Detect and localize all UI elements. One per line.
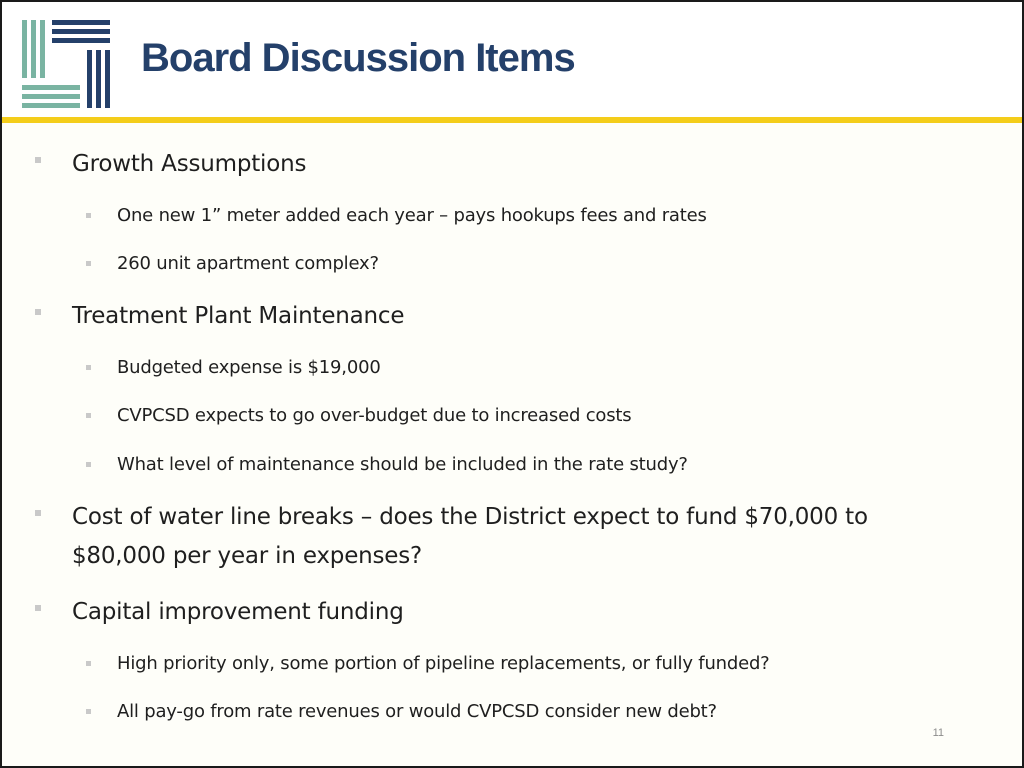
square-bullet-icon: [86, 413, 91, 418]
square-bullet-icon: [35, 605, 41, 611]
square-bullet-icon: [35, 157, 41, 163]
bullet-text: High priority only, some portion of pipeline replacements, or fully funded?: [117, 653, 770, 674]
square-bullet-icon: [86, 261, 91, 266]
bullet-text: All pay-go from rate revenues or would CVPCSD consider new debt?: [117, 701, 717, 722]
square-bullet-icon: [86, 213, 91, 218]
bullet-text: Capital improvement funding: [72, 599, 404, 625]
bullet-text: One new 1” meter added each year – pays hookups fees and rates: [117, 205, 707, 226]
square-bullet-icon: [35, 510, 41, 516]
bullet-text: CVPCSD expects to go over-budget due to increased costs: [117, 405, 632, 426]
page-number: 11: [932, 727, 944, 739]
bullet-text: Growth Assumptions: [72, 151, 307, 177]
square-bullet-icon: [86, 365, 91, 370]
slide-body: [2, 123, 1022, 766]
bullet-text: Budgeted expense is $19,000: [117, 357, 381, 378]
bullet-text: What level of maintenance should be included in the rate study?: [117, 454, 688, 475]
square-bullet-icon: [35, 309, 41, 315]
bullet-text: Cost of water line breaks – does the District expect to fund $70,000 to $80,000 per year in expenses?: [72, 504, 868, 569]
building-lines-logo-icon: [22, 20, 112, 110]
square-bullet-icon: [86, 709, 91, 714]
bullet-text: Treatment Plant Maintenance: [72, 303, 405, 329]
square-bullet-icon: [86, 462, 91, 467]
slide-header: [2, 2, 1022, 118]
bullet-text: 260 unit apartment complex?: [117, 253, 379, 274]
slide-title: Board Discussion Items: [141, 36, 575, 80]
square-bullet-icon: [86, 661, 91, 666]
